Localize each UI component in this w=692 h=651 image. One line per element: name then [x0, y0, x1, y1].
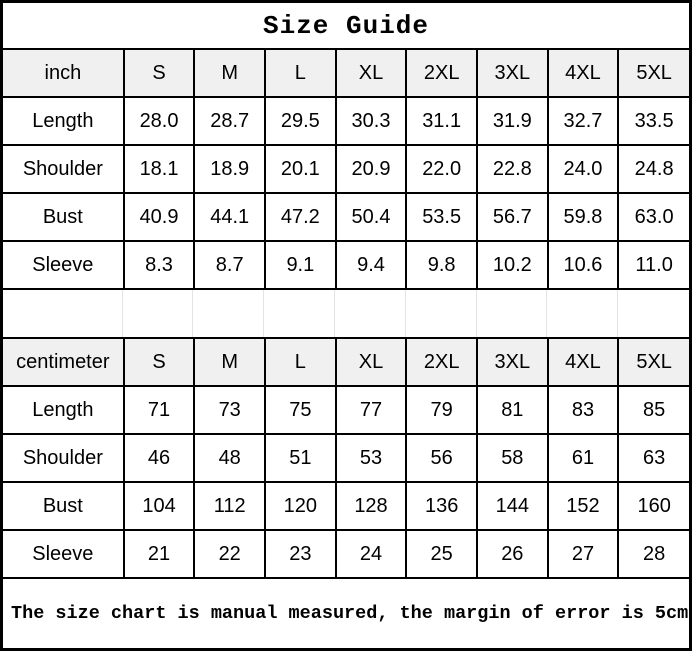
size-header-cell: S — [124, 339, 195, 386]
value-cell: 104 — [124, 482, 195, 530]
row-label-cell: Sleeve — [3, 530, 124, 577]
value-cell: 51 — [265, 434, 336, 482]
value-cell: 53 — [336, 434, 407, 482]
value-cell: 29.5 — [265, 97, 336, 145]
measurement-row-bust-cm — [3, 482, 689, 530]
row-label-cell: Sleeve — [3, 241, 124, 288]
value-cell: 50.4 — [336, 193, 407, 241]
value-cell: 56 — [406, 434, 477, 482]
value-cell: 53.5 — [406, 193, 477, 241]
size-header-cell: M — [194, 339, 265, 386]
value-cell: 136 — [406, 482, 477, 530]
unit-label-cell-inch: inch — [3, 50, 124, 97]
measurement-row-length-cm — [3, 386, 689, 434]
value-cell: 85 — [618, 386, 689, 434]
measurement-row-bust-inch — [3, 193, 689, 241]
value-cell: 26 — [477, 530, 548, 577]
value-cell: 75 — [265, 386, 336, 434]
value-cell: 112 — [194, 482, 265, 530]
spacer-cell — [264, 290, 335, 337]
value-cell: 22.0 — [406, 145, 477, 193]
row-label-cell: Bust — [3, 482, 124, 530]
value-cell: 27 — [548, 530, 619, 577]
inch-header-row — [3, 50, 689, 97]
inch-size-table — [3, 50, 689, 288]
size-header-cell: 5XL — [618, 339, 689, 386]
size-header-cell: 2XL — [406, 339, 477, 386]
value-cell: 83 — [548, 386, 619, 434]
value-cell: 59.8 — [548, 193, 619, 241]
value-cell: 28 — [618, 530, 689, 577]
measurement-row-shoulder-cm — [3, 434, 689, 482]
value-cell: 9.1 — [265, 241, 336, 288]
value-cell: 24.0 — [548, 145, 619, 193]
title-band — [3, 3, 689, 50]
value-cell: 48 — [194, 434, 265, 482]
centimeter-header-row — [3, 339, 689, 386]
row-label-cell: Shoulder — [3, 434, 124, 482]
value-cell: 18.9 — [194, 145, 265, 193]
centimeter-size-table — [3, 339, 689, 577]
value-cell: 71 — [124, 386, 195, 434]
row-label-cell: Shoulder — [3, 145, 124, 193]
size-header-cell: 5XL — [618, 50, 689, 97]
measurement-row-sleeve-cm — [3, 530, 689, 577]
value-cell: 128 — [336, 482, 407, 530]
value-cell: 77 — [336, 386, 407, 434]
value-cell: 61 — [548, 434, 619, 482]
size-header-cell: L — [265, 50, 336, 97]
value-cell: 81 — [477, 386, 548, 434]
row-label-cell: Bust — [3, 193, 124, 241]
spacer-cell — [477, 290, 548, 337]
value-cell: 58 — [477, 434, 548, 482]
value-cell: 120 — [265, 482, 336, 530]
spacer-cell — [123, 290, 194, 337]
spacer-cell — [406, 290, 477, 337]
size-header-cell: XL — [336, 50, 407, 97]
value-cell: 31.1 — [406, 97, 477, 145]
value-cell: 44.1 — [194, 193, 265, 241]
footnote-band — [3, 577, 689, 648]
value-cell: 47.2 — [265, 193, 336, 241]
value-cell: 8.3 — [124, 241, 195, 288]
footnote-text: The size chart is manual measured, the margin of error is 5cm — [11, 603, 689, 624]
value-cell: 56.7 — [477, 193, 548, 241]
value-cell: 11.0 — [618, 241, 689, 288]
size-header-cell: 3XL — [477, 339, 548, 386]
value-cell: 46 — [124, 434, 195, 482]
measurement-row-length-inch — [3, 97, 689, 145]
spacer-cell — [193, 290, 264, 337]
spacer-cell — [618, 290, 689, 337]
value-cell: 23 — [265, 530, 336, 577]
value-cell: 30.3 — [336, 97, 407, 145]
value-cell: 160 — [618, 482, 689, 530]
unit-label-cell-centimeter: centimeter — [3, 339, 124, 386]
size-header-cell: S — [124, 50, 195, 97]
value-cell: 33.5 — [618, 97, 689, 145]
value-cell: 32.7 — [548, 97, 619, 145]
size-header-cell: 3XL — [477, 50, 548, 97]
row-label-cell: Length — [3, 97, 124, 145]
size-header-cell: M — [194, 50, 265, 97]
value-cell: 20.9 — [336, 145, 407, 193]
spacer-cell — [547, 290, 618, 337]
value-cell: 8.7 — [194, 241, 265, 288]
value-cell: 31.9 — [477, 97, 548, 145]
value-cell: 63.0 — [618, 193, 689, 241]
value-cell: 40.9 — [124, 193, 195, 241]
value-cell: 21 — [124, 530, 195, 577]
value-cell: 152 — [548, 482, 619, 530]
value-cell: 24 — [336, 530, 407, 577]
size-header-cell: L — [265, 339, 336, 386]
value-cell: 10.2 — [477, 241, 548, 288]
size-header-cell: 4XL — [548, 50, 619, 97]
value-cell: 22.8 — [477, 145, 548, 193]
size-header-cell: 4XL — [548, 339, 619, 386]
value-cell: 79 — [406, 386, 477, 434]
value-cell: 28.0 — [124, 97, 195, 145]
value-cell: 10.6 — [548, 241, 619, 288]
size-header-cell: XL — [336, 339, 407, 386]
measurement-row-shoulder-inch — [3, 145, 689, 193]
value-cell: 18.1 — [124, 145, 195, 193]
measurement-row-sleeve-inch — [3, 241, 689, 288]
spacer-cell — [3, 290, 123, 337]
value-cell: 9.4 — [336, 241, 407, 288]
value-cell: 28.7 — [194, 97, 265, 145]
value-cell: 9.8 — [406, 241, 477, 288]
spacer-cell — [335, 290, 406, 337]
value-cell: 25 — [406, 530, 477, 577]
value-cell: 20.1 — [265, 145, 336, 193]
spacer-row — [3, 288, 689, 339]
page-title: Size Guide — [262, 10, 430, 41]
value-cell: 24.8 — [618, 145, 689, 193]
size-header-cell: 2XL — [406, 50, 477, 97]
row-label-cell: Length — [3, 386, 124, 434]
value-cell: 144 — [477, 482, 548, 530]
value-cell: 22 — [194, 530, 265, 577]
value-cell: 63 — [618, 434, 689, 482]
value-cell: 73 — [194, 386, 265, 434]
